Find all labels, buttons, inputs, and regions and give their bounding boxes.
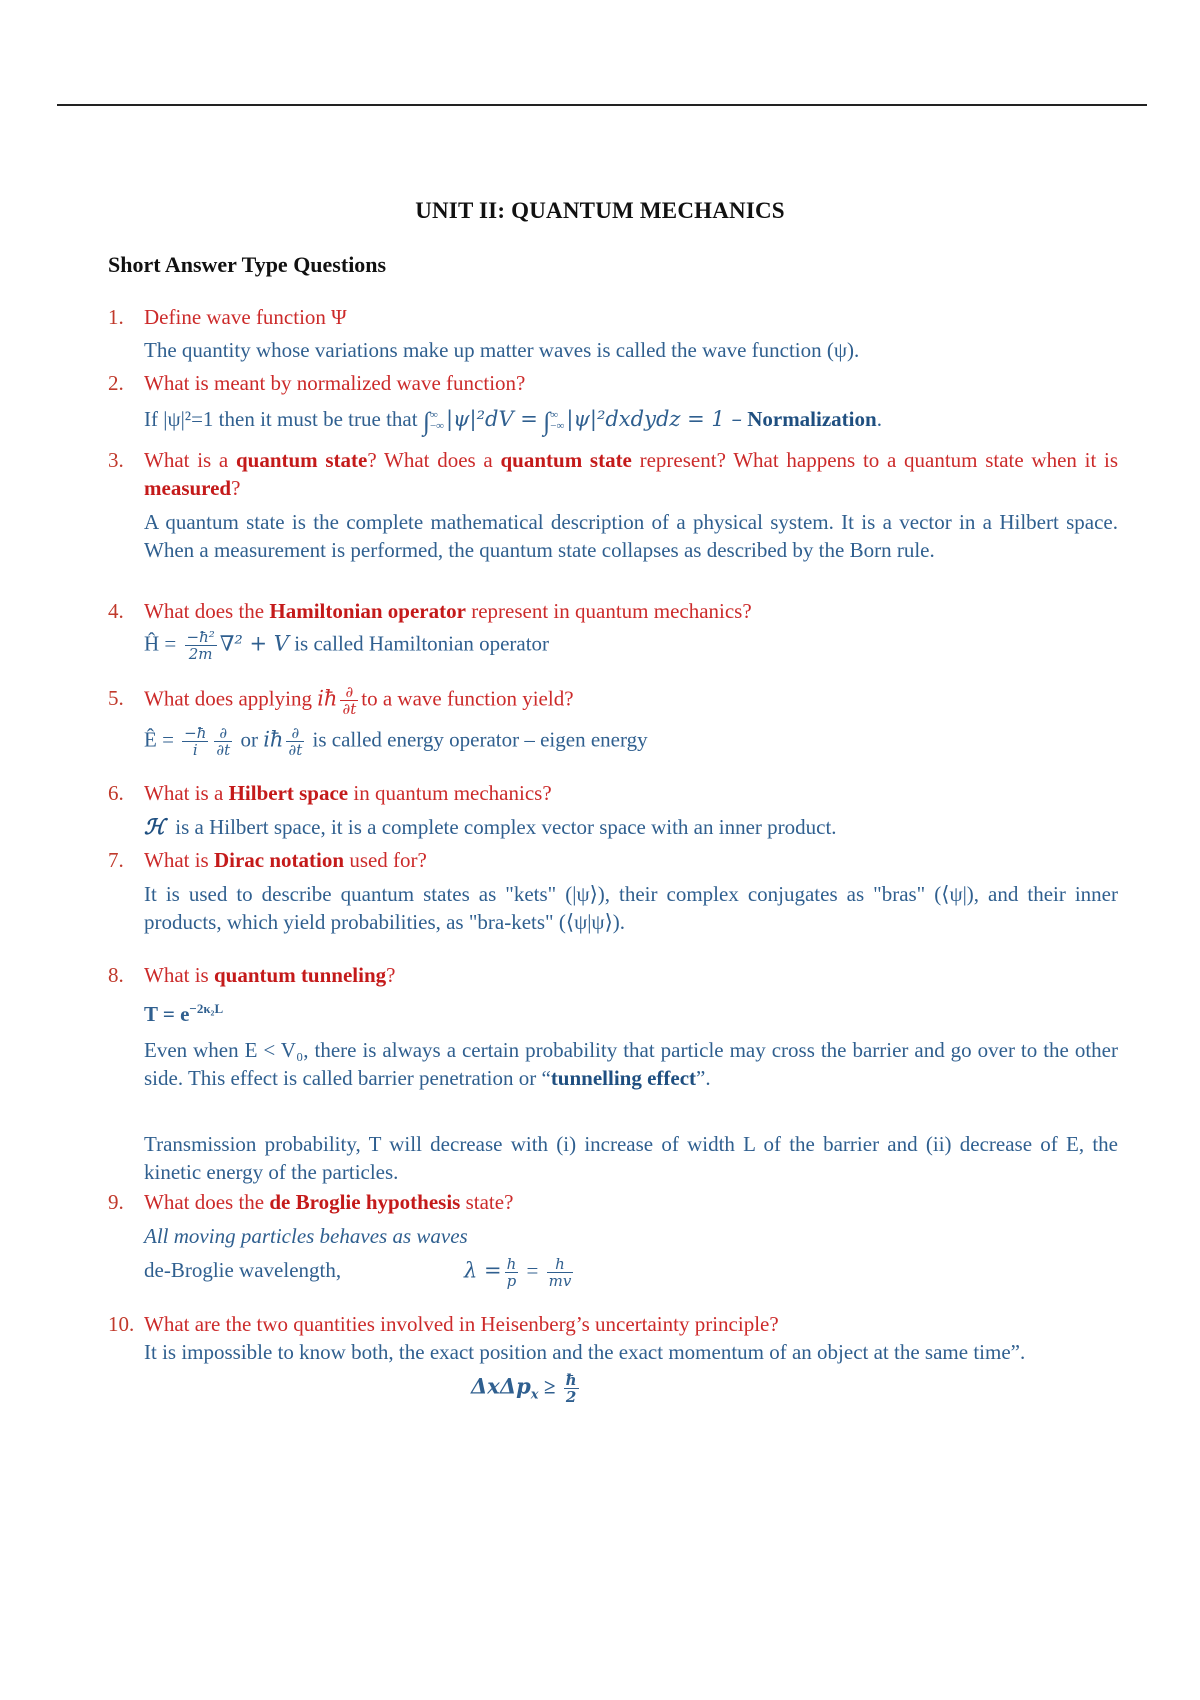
tunneling-formula: $T = e^{-2\kappa_2L}$ [144,1001,224,1026]
question-2 [108,369,1118,436]
question-number: 3. [108,448,124,472]
question-text: What does applying iħ $\frac{\partial}{\partial t}$ to a wave function yield? [144,683,574,718]
question-number: 10. [108,1312,135,1336]
uncertainty-formula: ΔxΔp$_x$ ≥ $\frac{ħ}{2}$ [471,1371,577,1406]
question-7 [108,846,1118,936]
question-1 [108,303,1118,364]
question-text: What is a Hilbert space in quantum mechanics? [144,781,552,805]
answer-text: ℋ is a Hilbert space, it is a complete complex vector space with an inner product. [144,814,837,839]
answer-formula: Ĥ = $\frac{\text{−ħ²}}{2m}$ ∇² + V is called Hamiltonian operator [144,628,550,663]
question-text: What does the de Broglie hypothesis state? [144,1190,514,1214]
question-text: What is quantum tunneling? [144,963,396,987]
answer-text: It is impossible to know both, the exact position and the exact momentum of an object at the same time”. [144,1340,1026,1364]
normalization-term: Normalization [747,407,877,431]
answer-text: If |ψ|²=1 then it must be true that ∫ ∞ −∞ |ψ|²dV = ∫ ∞ −∞ |ψ|²dxdydz = 1 – Normalization. [144,407,882,436]
question-text: What is meant by normalized wave function? [144,371,526,395]
question-number: 1. [108,305,124,329]
question-5 [108,684,1118,758]
question-text: What is a quantum state? What does a quantum state represent? What happens to a quantum state when it is measured? [144,448,1119,500]
question-text: What does the Hamiltonian operator represent in quantum mechanics? [144,599,752,623]
question-6 [108,779,1118,841]
answer-text-2: Transmission probability, T will decrease with (i) increase of width L of the barrier and (ii) decrease of E, the kinetic energy of the particles. [144,1132,1118,1184]
question-text: What are the two quantities involved in Heisenberg’s uncertainty principle? [144,1312,779,1336]
question-10 [108,1310,1118,1410]
question-8 [108,961,1118,1186]
answer-italic: All moving particles behaves as waves [144,1224,468,1248]
answer-text: Even when E < V₀, there is always a certain probability that particle may cross the barrier and go over to the other side. This effect is called barrier penetration or “tunnelling effect”. [144,1038,1118,1090]
answer-formula: de-Broglie wavelength, λ = $\frac{h}{p}$ = $\frac{h}{mv}$ [144,1255,572,1290]
question-number: 5. [108,686,124,710]
answer-formula: Ê = $\frac{-ħ}{i}$ $\frac{\partial}{\partial t}$ or iħ $\frac{\partial}{\partial t}$ is called energy operator – eigen energy [144,724,648,759]
question-number: 6. [108,781,124,805]
question-number: 2. [108,371,124,395]
question-4 [108,597,1118,662]
question-9 [108,1188,1118,1289]
question-text: What is Dirac notation used for? [144,848,427,872]
question-text: Define wave function Ψ [144,305,347,329]
answer-text: A quantum state is the complete mathematical description of a physical system. It is a vector in a Hilbert space. When a measurement is performed, the quantum state collapses as described by the Born rule. [144,510,1118,562]
question-number: 9. [108,1190,124,1214]
question-number: 7. [108,848,124,872]
answer-text: It is used to describe quantum states as "kets" (|ψ⟩), their complex conjugates as "bras" (⟨ψ|), and their inner products, which yield probabilities, as "bra-kets" (⟨ψ|ψ⟩). [144,882,1118,934]
hilbert-space-symbol: ℋ [144,814,165,839]
section-heading: Short Answer Type Questions [108,252,387,277]
question-number: 4. [108,599,124,623]
question-number: 8. [108,963,124,987]
header-rule [57,104,1147,106]
answer-text: The quantity whose variations make up matter waves is called the wave function (ψ). [144,338,860,362]
question-3 [108,446,1118,564]
page-title: UNIT II: QUANTUM MECHANICS [415,198,785,223]
